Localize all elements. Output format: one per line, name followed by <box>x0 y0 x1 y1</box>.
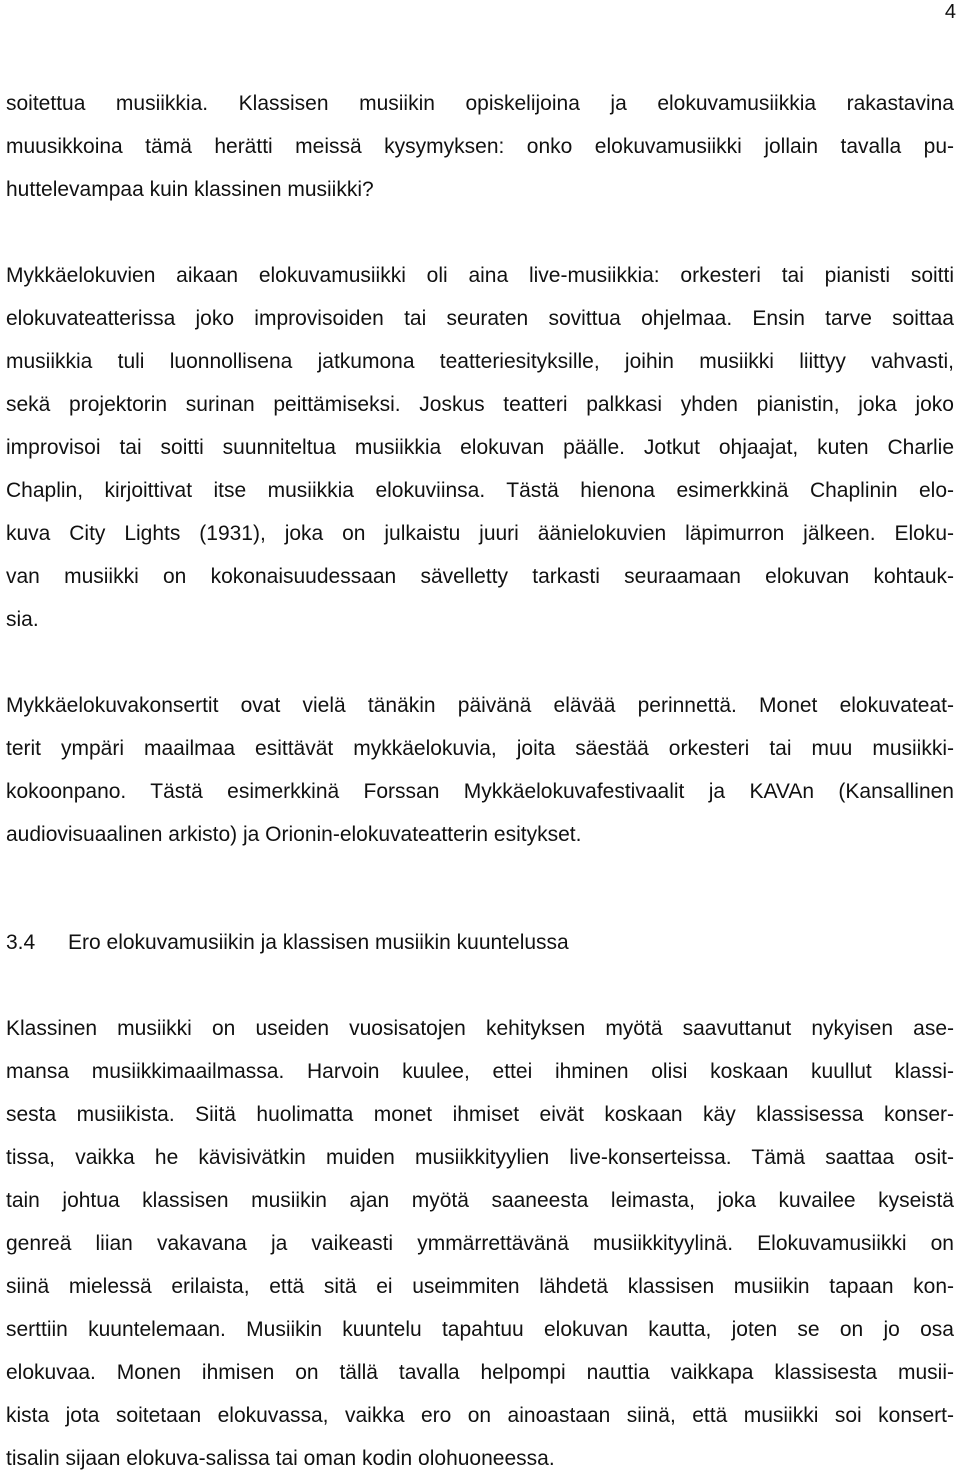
paragraph-line: genreä liian vakavana ja vaikeasti ymmärrettävänä musiikkityylinä. Elokuvamusiikki on <box>6 1232 954 1255</box>
paragraph-line: Chaplin, kirjoittivat itse musiikkia elokuviinsa. Tästä hienona esimerkkinä Chaplinin elo- <box>6 479 954 502</box>
paragraph-line: improvisoi tai soitti suunniteltua musiikkia elokuvan päälle. Jotkut ohjaajat, kuten Charlie <box>6 436 954 459</box>
paragraph-line: huttelevampaa kuin klassinen musiikki? <box>6 178 374 201</box>
section-title: Ero elokuvamusiikin ja klassisen musiikin kuuntelussa <box>68 931 569 954</box>
paragraph-line: audiovisuaalinen arkisto) ja Orionin-elokuvateatterin esitykset. <box>6 823 582 846</box>
paragraph-line: muusikkoina tämä herätti meissä kysymyksen: onko elokuvamusiikki jollain tavalla pu- <box>6 135 954 158</box>
paragraph-line: sesta musiikista. Siitä huolimatta monet ihmiset eivät koskaan käy klassisessa konser- <box>6 1103 954 1126</box>
paragraph-line: kuva City Lights (1931), joka on julkaistu juuri äänielokuvien läpimurron jälkeen. Eloku- <box>6 522 954 545</box>
paragraph-line: musiikkia tuli luonnollisena jatkumona teatteriesityksille, joihin musiikki liittyy vahvasti, <box>6 350 954 373</box>
page-number: 4 <box>944 1 956 23</box>
paragraph-line: Mykkäelokuvakonsertit ovat vielä tänäkin päivänä elävää perinnettä. Monet elokuvateat- <box>6 694 954 717</box>
paragraph-line: sekä projektorin surinan peittämiseksi. Joskus teatteri palkkasi yhden pianistin, joka joko <box>6 393 954 416</box>
paragraph-1 <box>6 82 954 211</box>
section-number: 3.4 <box>6 931 36 954</box>
paragraph-spacer <box>6 964 954 1007</box>
paragraph-spacer <box>6 641 954 684</box>
paragraph-2 <box>6 254 954 641</box>
paragraph-line: mansa musiikkimaailmassa. Harvoin kuulee, ettei ihminen olisi koskaan kuullut klassi- <box>6 1060 954 1083</box>
paragraph-line: Klassinen musiikki on useiden vuosisatojen kehityksen myötä saavuttanut nykyisen ase- <box>6 1017 954 1040</box>
paragraph-line: serttiin kuuntelemaan. Musiikin kuuntelu tapahtuu elokuvan kautta, joten se on jo osa <box>6 1318 954 1341</box>
paragraph-line: kista jota soitetaan elokuvassa, vaikka ero on ainoastaan siinä, että musiikki soi konsert- <box>6 1404 954 1427</box>
section-spacer <box>6 856 954 921</box>
paragraph-line: van musiikki on kokonaisuudessaan sävelletty tarkasti seuraamaan elokuvan kohtauk- <box>6 565 954 588</box>
paragraph-line: kokoonpano. Tästä esimerkkinä Forssan Mykkäelokuvafestivaalit ja KAVAn (Kansallinen <box>6 780 954 803</box>
paragraph-3 <box>6 684 954 856</box>
paragraph-line: tain johtua klassisen musiikin ajan myötä saaneesta leimasta, joka kuvailee kyseistä <box>6 1189 954 1212</box>
section-heading <box>6 921 954 964</box>
paragraph-spacer <box>6 211 954 254</box>
paragraph-line: elokuvateatterissa joko improvisoiden tai seuraten sovittua ohjelmaa. Ensin tarve soittaa <box>6 307 954 330</box>
paragraph-line: siinä mielessä erilaista, että sitä ei useimmiten lähdetä klassisen musiikin tapaan kon- <box>6 1275 954 1298</box>
paragraph-line: soitettua musiikkia. Klassisen musiikin opiskelijoina ja elokuvamusiikkia rakastavina <box>6 92 954 115</box>
document-body <box>6 82 954 1480</box>
paragraph-line: tisalin sijaan elokuva-salissa tai oman kodin olohuoneessa. <box>6 1447 555 1470</box>
paragraph-line: Mykkäelokuvien aikaan elokuvamusiikki oli aina live-musiikkia: orkesteri tai pianisti soitti <box>6 264 954 287</box>
section-paragraph <box>6 1007 954 1480</box>
paragraph-line: sia. <box>6 608 39 631</box>
paragraph-line: terit ympäri maailmaa esittävät mykkäelokuvia, joita säestää orkesteri tai muu musiikki- <box>6 737 954 760</box>
paragraph-line: tissa, vaikka he kävisivätkin muiden musiikkityylien live-konserteissa. Tämä saattaa osit- <box>6 1146 954 1169</box>
paragraph-line: elokuvaa. Monen ihmisen on tällä tavalla helpompi nauttia vaikkapa klassisesta musii- <box>6 1361 954 1384</box>
